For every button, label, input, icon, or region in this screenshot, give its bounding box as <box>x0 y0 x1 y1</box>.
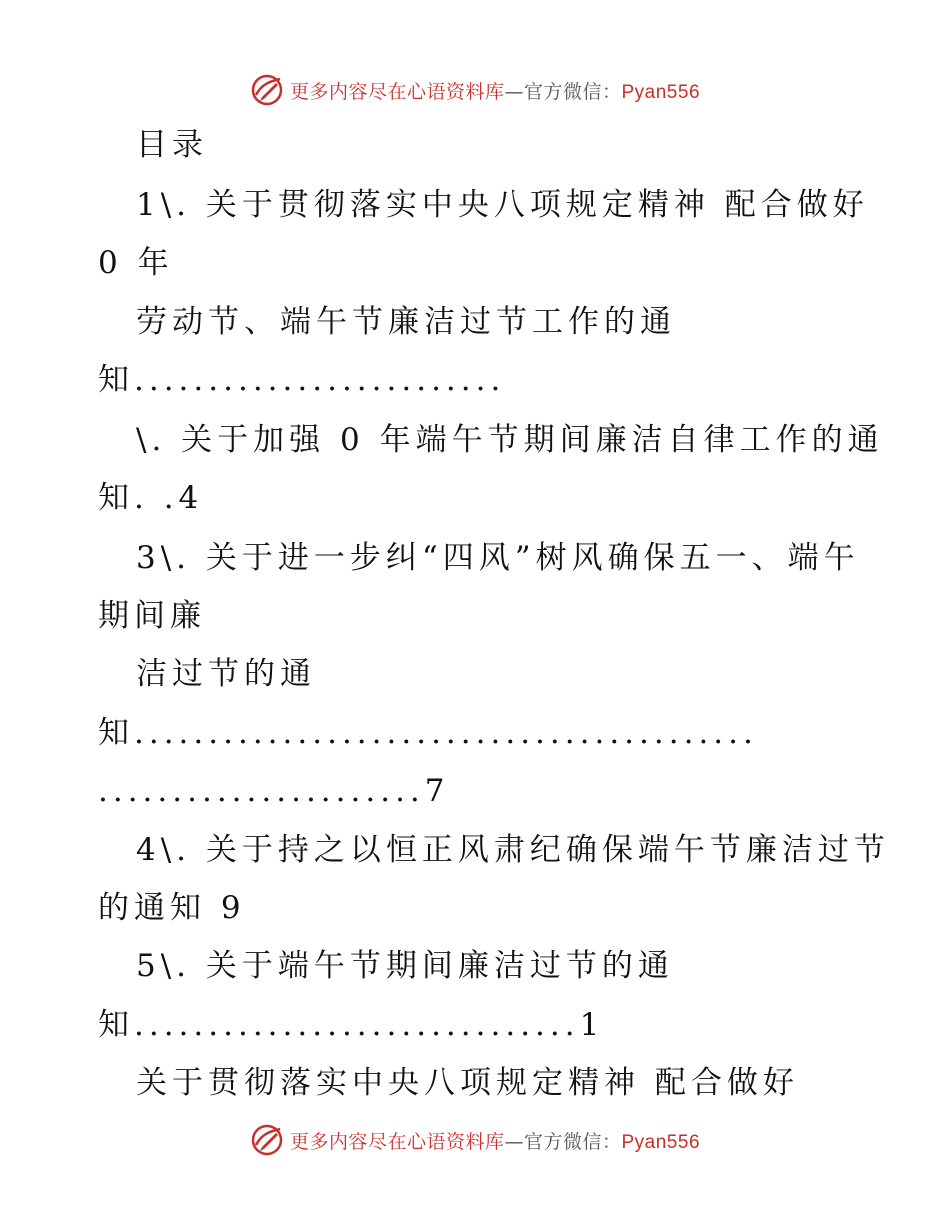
banner-separator: — <box>504 80 524 103</box>
toc-line-1: 1\. 关于贯彻落实中央八项规定精神 配合做好 <box>136 187 869 223</box>
toc-line-11: ......................7 <box>98 773 450 809</box>
footer-banner-text <box>290 1127 700 1154</box>
toc-line-14: 5\. 关于端午节期间廉洁过节的通 <box>136 948 674 984</box>
header-banner-text <box>290 77 700 104</box>
wechat-id: Pyan556 <box>621 81 701 103</box>
toc-line-8: 期间廉 <box>98 598 206 634</box>
toc-title: 目录 <box>136 127 208 163</box>
toc-line-3: 劳动节、端午节廉洁过节工作的通 <box>136 304 676 340</box>
toc-line-10: 知.......................................... <box>98 715 758 751</box>
banner-separator: — <box>504 1130 524 1153</box>
toc-line-12: 4\. 关于持之以恒正风肃纪确保端午节廉洁过节 <box>136 832 890 868</box>
header-banner-content <box>250 73 700 107</box>
header-banner <box>0 70 950 110</box>
pen-logo-icon <box>250 1123 284 1157</box>
wechat-label: 官方微信： <box>523 1130 622 1153</box>
toc-line-5: \. 关于加强 0 年端午节期间廉洁自律工作的通 <box>136 422 884 458</box>
wechat-id: Pyan556 <box>621 1131 701 1153</box>
wechat-label: 官方微信： <box>523 80 622 103</box>
body-heading: 关于贯彻落实中央八项规定精神 配合做好 <box>136 1065 799 1101</box>
toc-line-7: 3\. 关于进一步纠“四风”树风确保五一、端午 <box>136 540 860 576</box>
site-name: 更多内容尽在心语资料库 <box>289 80 505 103</box>
toc-line-6: 知. .4 <box>98 480 204 516</box>
toc-line-13: 的通知 9 <box>98 890 246 926</box>
toc-line-4: 知......................... <box>98 362 506 398</box>
site-name: 更多内容尽在心语资料库 <box>289 1130 505 1153</box>
toc-line-15: 知..............................1 <box>98 1007 605 1043</box>
toc-line-2: 0 年 <box>98 245 174 281</box>
pen-logo-icon <box>250 73 284 107</box>
footer-banner <box>0 1120 950 1160</box>
footer-banner-content <box>250 1123 700 1157</box>
toc-line-9: 洁过节的通 <box>136 656 316 692</box>
